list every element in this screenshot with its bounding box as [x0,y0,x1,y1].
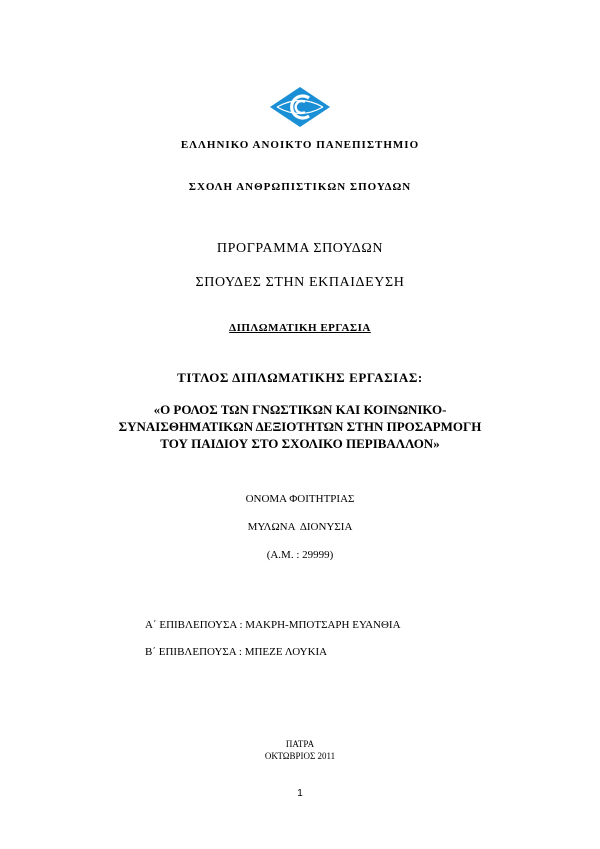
student-name: ΜΥΛΩΝΑ ΔΙΟΝΥΣΙΑ [247,521,353,533]
footer-date: ΟΚΤΩΒΡΙΟΣ 2011 [264,751,336,761]
school-name: ΣΧΟΛΗ ΑΝΘΡΩΠΙΣΤΙΚΩΝ ΣΠΟΥΔΩΝ [188,181,412,193]
page-number: 1 [297,788,303,799]
program-name: ΣΠΟΥΔΕΣ ΣΤΗΝ ΕΚΠΑΙΔΕΥΣΗ [195,275,405,290]
thesis-title-line-2: ΣΥΝΑΙΣΘΗΜΑΤΙΚΩΝ ΔΕΞΙΟΤΗΤΩΝ ΣΤΗΝ ΠΡΟΣΑΡΜΟΓΗ [118,419,482,434]
program-label: ΠΡΟΓΡΑΜΜΑ ΣΠΟΥΔΩΝ [216,241,384,256]
student-registration-number: (Α.Μ. : 29999) [266,549,334,561]
thesis-title-label: ΤΙΤΛΟΣ ΔΙΠΛΩΜΑΤΙΚΗΣ ΕΡΓΑΣΙΑΣ: [177,370,423,385]
university-name: ΕΛΛΗΝΙΚΟ ΑΝΟΙΚΤΟ ΠΑΝΕΠΙΣΤΗΜΙΟ [180,139,420,151]
university-logo-icon [269,86,331,128]
student-label: ΟΝΟΜΑ ΦΟΙΤΗΤΡΙΑΣ [245,493,355,505]
thesis-title-line-3: ΤΟΥ ΠΑΙΔΙΟΥ ΣΤΟ ΣΧΟΛΙΚΟ ΠΕΡΙΒΑΛΛΟΝ» [160,436,440,451]
supervisor-b: Β΄ ΕΠΙΒΛΕΠΟΥΣΑ : ΜΠΕΖΕ ΛΟΥΚΙΑ [145,646,328,658]
thesis-title-line-1: «Ο ΡΟΛΟΣ ΤΩΝ ΓΝΩΣΤΙΚΩΝ ΚΑΙ ΚΟΙΝΩΝΙΚΟ- [153,402,447,417]
thesis-type: ΔΙΠΛΩΜΑΤΙΚΗ ΕΡΓΑΣΙΑ [229,322,371,334]
footer-city: ΠΑΤΡΑ [285,739,315,749]
supervisor-a: Α΄ ΕΠΙΒΛΕΠΟΥΣΑ : ΜΑΚΡΗ-ΜΠΟΤΣΑΡΗ ΕΥΑΝΘΙΑ [145,619,401,631]
